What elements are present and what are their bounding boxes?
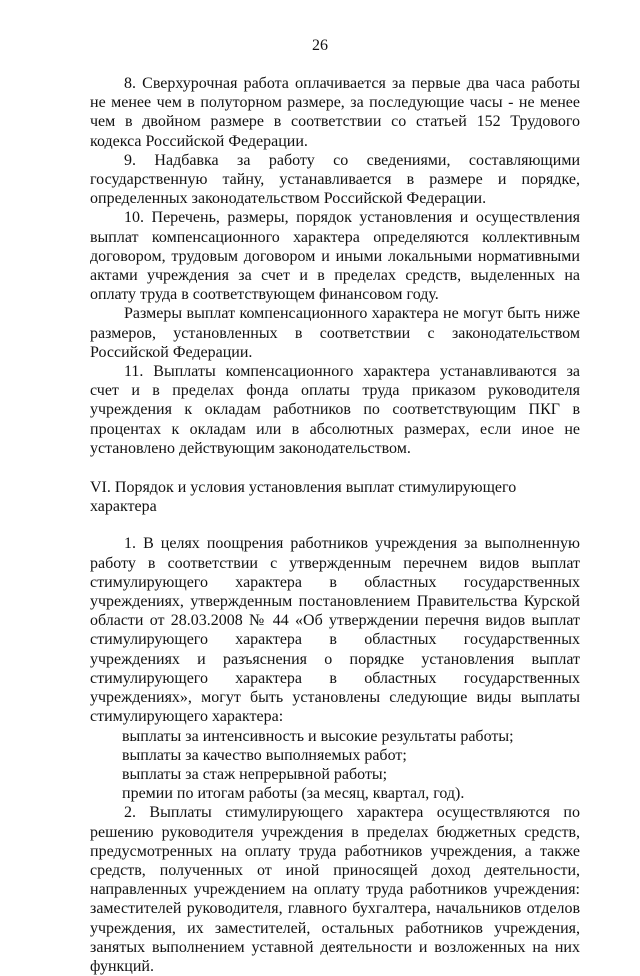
paragraph-secret-allowance: 9. Надбавка за работу со сведениями, составляющими государственную тайну, устанавливается в размере и порядке, определенных законодательством Российской Федерации. (90, 151, 580, 208)
list-item-seniority: выплаты за стаж непрерывной работы; (122, 765, 388, 783)
paragraph-incentive-types: 1. В целях поощрения работников учреждения за выполненную работу в соответствии с утвержденным перечнем видов выплат стимулирующего характера в областных государственных учреждениях, утвержденным постановлением Правительства Курской области от 28.03.2008 № 44 «Об утверждении перечня видов выплат стимулирующего характера в областных государственных учреждениях и разъяснения о порядке установления выплат стимулирующего характера в областных государственных учреждениях», могут быть установлены следующие виды выплаты стимулирующего характера: (90, 535, 580, 726)
paragraph-incentive-decision: 2. Выплаты стимулирующего характера осуществляются по решению руководителя учреждения в пределах бюджетных средств, предусмотренных на оплату труда работников учреждения, а также средств, полученных от иной приносящей доход деятельности, направленных учреждением на оплату труда работников учреждения: заместителей руководителя, главного бухгалтера, начальников отделов учреждения, их заместителей, остальных работников учреждения, занятых выполнением уставной деятельности и возложенных на них функций. (90, 804, 580, 975)
list-item-bonuses: премии по итогам работы (за месяц, квартал, год). (122, 785, 465, 803)
list-item-intensity: выплаты за интенсивность и высокие результаты работы; (122, 727, 514, 745)
page-number: 26 (312, 37, 328, 54)
document-body (90, 74, 580, 976)
paragraph-overtime: 8. Сверхурочная работа оплачивается за первые два часа работы не менее чем в полуторном размере, за последующие часы - не менее чем в двойном размере в соответствии со статьей 152 Трудового кодекса Российской Федерации. (90, 75, 580, 150)
list-item-quality: выплаты за качество выполняемых работ; (122, 746, 407, 764)
paragraph-compensation-list: 10. Перечень, размеры, порядок установления и осуществления выплат компенсационного характера определяются коллективным договором, трудовым договором и иными локальными нормативными актами учреждения за счет и в пределах средств, выделенных на оплату труда в соответствующем финансовом году. (90, 209, 580, 304)
paragraph-compensation-size: Размеры выплат компенсационного характера не могут быть ниже размеров, установленных в соответствии с законодательством Российской Федерации. (90, 305, 580, 361)
paragraph-compensation-source: 11. Выплаты компенсационного характера устанавливаются за счет и в пределах фонда оплаты труда приказом руководителя учреждения к окладам работников по соответствующим ПКГ в процентах к окладам или в абсолютных размерах, если иное не установлено действующим законодательством. (90, 363, 580, 457)
section-heading: VI. Порядок и условия установления выплат стимулирующего характера (90, 479, 517, 516)
